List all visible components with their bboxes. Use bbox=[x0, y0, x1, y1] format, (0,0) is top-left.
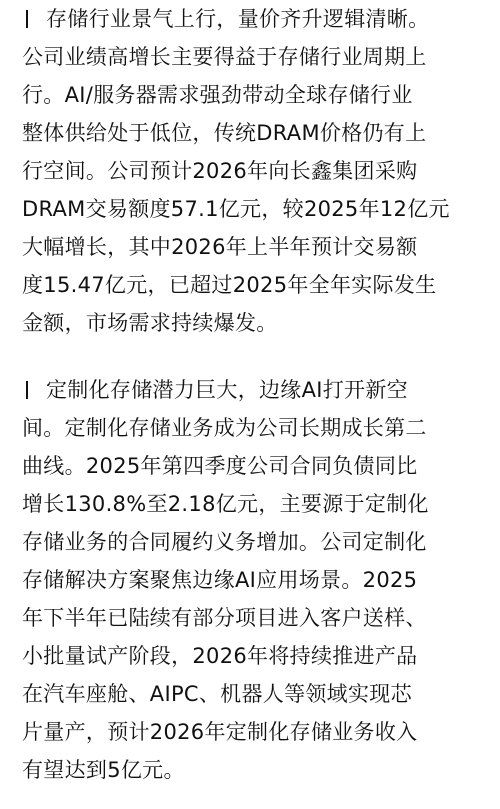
paragraph-line: 片量产，预计2026年定制化存储业务收入 bbox=[22, 720, 418, 744]
paragraph-line: DRAM交易额度57.1亿元，较2025年12亿元 bbox=[22, 197, 450, 221]
paragraph-line bbox=[22, 0, 490, 38]
paragraph-line: 存储解决方案聚焦边缘AI应用场景。2025 bbox=[22, 568, 418, 592]
paragraph-line: 行。AI/服务器需求强劲带动全球存储行业 bbox=[22, 83, 413, 107]
paragraph-line: 曲线。2025年第四季度公司合同负债同比 bbox=[22, 454, 418, 478]
paragraph-line: 小批量试产阶段，2026年将持续推进产品 bbox=[22, 644, 418, 668]
paragraph-line: 间。定制化存储业务成为公司长期成长第二 bbox=[22, 416, 427, 440]
paragraph-line: 整体供给处于低位，传统DRAM价格仍有上 bbox=[22, 121, 427, 145]
paragraph-line bbox=[22, 371, 490, 409]
paragraph-line: 大幅增长，其中2026年上半年预计交易额 bbox=[22, 235, 418, 259]
paragraph-line: 金额，市场需求持续爆发。 bbox=[22, 311, 278, 335]
paragraph-storage-industry bbox=[22, 0, 490, 342]
paragraph-line: 有望达到5亿元。 bbox=[22, 758, 185, 782]
paragraph-line: 度15.47亿元，已超过2025年全年实际发生 bbox=[22, 273, 437, 297]
paragraph-line: 在汽车座舱、AIPC、机器人等领域实现芯 bbox=[22, 682, 412, 706]
paragraph-custom-storage bbox=[22, 371, 490, 789]
paragraph-line: 行空间。公司预计2026年向长鑫集团采购 bbox=[22, 159, 418, 183]
paragraph-line: 年下半年已陆续有部分项目进入客户送样、 bbox=[22, 606, 427, 630]
bullet-marker bbox=[26, 381, 28, 399]
paragraph-line: 增长130.8%至2.18亿元，主要源于定制化 bbox=[22, 492, 429, 516]
paragraph-text: 定制化存储潜力巨大，边缘AI打开新空 bbox=[46, 378, 408, 402]
paragraph-line: 存储业务的合同履约义务增加。公司定制化 bbox=[22, 530, 427, 554]
bullet-marker bbox=[26, 10, 28, 28]
paragraph-line: 公司业绩高增长主要得益于存储行业周期上 bbox=[22, 45, 427, 69]
paragraph-text: 存储行业景气上行，量价齐升逻辑清晰。 bbox=[46, 7, 430, 31]
